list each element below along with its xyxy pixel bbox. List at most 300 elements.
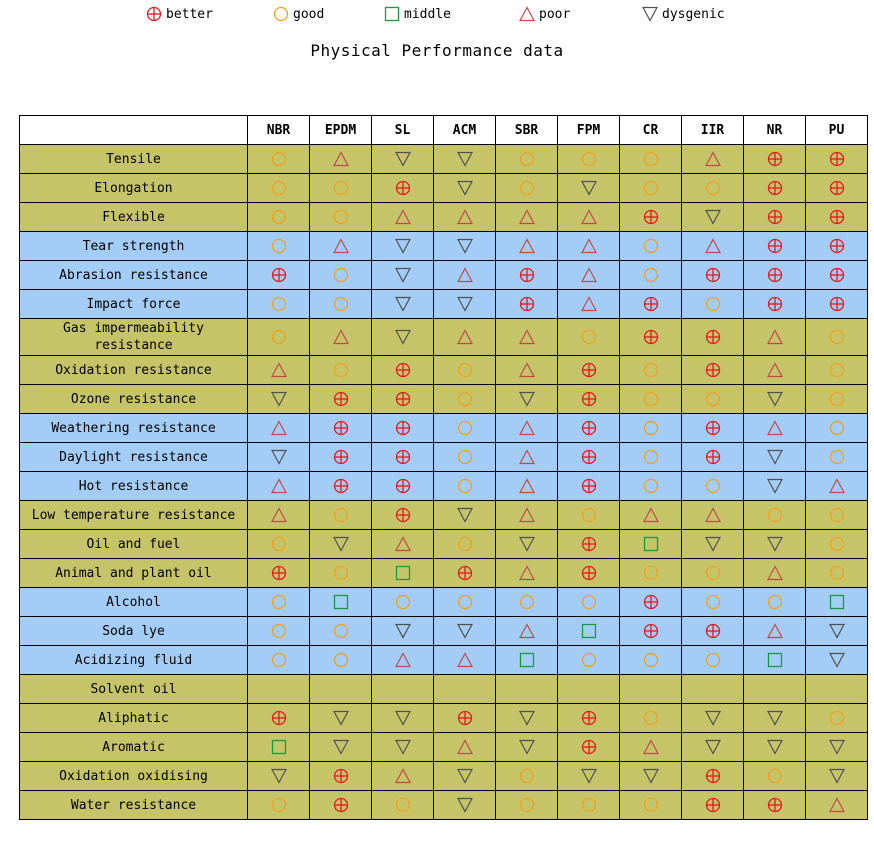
rating-cell-nbr (248, 356, 310, 385)
rating-cell-cr (620, 414, 682, 443)
legend-item-middle (383, 4, 451, 24)
legend-item-good (272, 4, 324, 24)
rating-cell-fpm (558, 356, 620, 385)
rating-cell-sl (372, 530, 434, 559)
better-symbol-icon (394, 361, 412, 379)
better-symbol-icon (642, 328, 660, 346)
rating-cell-epdm (310, 414, 372, 443)
good-symbol-icon (828, 419, 846, 437)
rating-cell-nr (744, 174, 806, 203)
row-label: Water resistance (20, 791, 248, 820)
good-symbol-icon (456, 477, 474, 495)
poor-symbol-icon (642, 738, 660, 756)
dysgenic-symbol-icon (394, 328, 412, 346)
better-symbol-icon (828, 295, 846, 313)
rating-cell-acm (434, 203, 496, 232)
poor-symbol-icon (642, 506, 660, 524)
row-label: Aromatic (20, 733, 248, 762)
good-symbol-icon (642, 709, 660, 727)
table-row (20, 791, 868, 820)
good-symbol-icon (642, 390, 660, 408)
rating-cell-iir (682, 290, 744, 319)
good-symbol-icon (270, 179, 288, 197)
dysgenic-symbol-icon (332, 738, 350, 756)
rating-cell-nr (744, 319, 806, 356)
good-symbol-icon (580, 593, 598, 611)
rating-cell-nbr (248, 203, 310, 232)
good-symbol-icon (766, 767, 784, 785)
good-symbol-icon (272, 5, 290, 23)
rating-cell-sl (372, 290, 434, 319)
poor-symbol-icon (332, 150, 350, 168)
rating-cell-sbr (496, 290, 558, 319)
page-title: Physical Performance data (310, 41, 564, 60)
good-symbol-icon (580, 796, 598, 814)
poor-symbol-icon (580, 237, 598, 255)
good-symbol-icon (456, 593, 474, 611)
good-symbol-icon (394, 796, 412, 814)
good-symbol-icon (580, 328, 598, 346)
rating-cell-nr (744, 559, 806, 588)
dysgenic-symbol-icon (642, 767, 660, 785)
rating-cell-sbr (496, 232, 558, 261)
table-row (20, 646, 868, 675)
rating-cell-fpm (558, 762, 620, 791)
better-symbol-icon (332, 477, 350, 495)
good-symbol-icon (332, 564, 350, 582)
rating-cell-cr (620, 675, 682, 704)
rating-cell-iir (682, 232, 744, 261)
dysgenic-symbol-icon (518, 709, 536, 727)
better-symbol-icon (456, 564, 474, 582)
rating-cell-nbr (248, 559, 310, 588)
better-symbol-icon (642, 593, 660, 611)
rating-cell-nr (744, 145, 806, 174)
table-row (20, 414, 868, 443)
poor-symbol-icon (518, 564, 536, 582)
rating-cell-epdm (310, 791, 372, 820)
rating-cell-epdm (310, 588, 372, 617)
good-symbol-icon (270, 622, 288, 640)
rating-cell-fpm (558, 472, 620, 501)
rating-cell-cr (620, 356, 682, 385)
rating-cell-cr (620, 617, 682, 646)
rating-cell-sl (372, 559, 434, 588)
rating-cell-nr (744, 704, 806, 733)
rating-cell-cr (620, 791, 682, 820)
good-symbol-icon (704, 651, 722, 669)
poor-symbol-icon (518, 237, 536, 255)
good-symbol-icon (642, 179, 660, 197)
good-symbol-icon (456, 361, 474, 379)
column-header-fpm: FPM (558, 116, 620, 145)
rating-cell-iir (682, 414, 744, 443)
dysgenic-symbol-icon (270, 390, 288, 408)
rating-cell-cr (620, 646, 682, 675)
better-symbol-icon (394, 390, 412, 408)
legend-item-dysgenic (641, 4, 725, 24)
rating-cell-nbr (248, 733, 310, 762)
rating-cell-sl (372, 356, 434, 385)
good-symbol-icon (704, 295, 722, 313)
dysgenic-symbol-icon (766, 477, 784, 495)
good-symbol-icon (704, 564, 722, 582)
better-symbol-icon (766, 150, 784, 168)
good-symbol-icon (766, 506, 784, 524)
column-header-epdm: EPDM (310, 116, 372, 145)
rating-cell-epdm (310, 675, 372, 704)
poor-symbol-icon (766, 564, 784, 582)
poor-symbol-icon (580, 295, 598, 313)
rating-cell-acm (434, 290, 496, 319)
rating-cell-iir (682, 501, 744, 530)
rating-cell-cr (620, 588, 682, 617)
good-symbol-icon (642, 150, 660, 168)
rating-cell-iir (682, 174, 744, 203)
dysgenic-symbol-icon (394, 266, 412, 284)
middle-symbol-icon (394, 564, 412, 582)
row-label: Low temperature resistance (20, 501, 248, 530)
rating-cell-nbr (248, 261, 310, 290)
rating-cell-fpm (558, 290, 620, 319)
poor-symbol-icon (704, 150, 722, 168)
good-symbol-icon (456, 419, 474, 437)
better-symbol-icon (580, 361, 598, 379)
rating-cell-cr (620, 174, 682, 203)
rating-cell-sbr (496, 559, 558, 588)
middle-symbol-icon (332, 593, 350, 611)
middle-symbol-icon (270, 738, 288, 756)
rating-cell-sl (372, 174, 434, 203)
dysgenic-symbol-icon (704, 535, 722, 553)
rating-cell-nbr (248, 675, 310, 704)
rating-cell-nr (744, 290, 806, 319)
good-symbol-icon (270, 651, 288, 669)
middle-symbol-icon (642, 535, 660, 553)
good-symbol-icon (270, 796, 288, 814)
table-row (20, 261, 868, 290)
rating-cell-sl (372, 588, 434, 617)
rating-cell-nbr (248, 290, 310, 319)
better-symbol-icon (332, 796, 350, 814)
rating-cell-sl (372, 203, 434, 232)
rating-cell-fpm (558, 174, 620, 203)
rating-cell-nbr (248, 232, 310, 261)
poor-symbol-icon (518, 361, 536, 379)
good-symbol-icon (642, 796, 660, 814)
rating-cell-acm (434, 530, 496, 559)
middle-symbol-icon (518, 651, 536, 669)
better-symbol-icon (518, 295, 536, 313)
rating-cell-iir (682, 559, 744, 588)
header-corner (20, 116, 248, 145)
better-symbol-icon (704, 419, 722, 437)
table-row (20, 530, 868, 559)
row-label: Tensile (20, 145, 248, 174)
better-symbol-icon (270, 709, 288, 727)
rating-cell-cr (620, 319, 682, 356)
rating-cell-pu (806, 443, 868, 472)
row-label: Oxidation resistance (20, 356, 248, 385)
rating-cell-pu (806, 559, 868, 588)
rating-cell-acm (434, 472, 496, 501)
dysgenic-symbol-icon (394, 150, 412, 168)
good-symbol-icon (456, 535, 474, 553)
rating-cell-fpm (558, 646, 620, 675)
better-symbol-icon (332, 448, 350, 466)
rating-cell-cr (620, 762, 682, 791)
poor-symbol-icon (456, 738, 474, 756)
rating-cell-acm (434, 559, 496, 588)
legend-label: better (166, 6, 213, 22)
poor-symbol-icon (704, 237, 722, 255)
table-row (20, 356, 868, 385)
rating-cell-nr (744, 261, 806, 290)
good-symbol-icon (828, 448, 846, 466)
good-symbol-icon (518, 796, 536, 814)
row-label: Abrasion resistance (20, 261, 248, 290)
rating-cell-iir (682, 791, 744, 820)
middle-symbol-icon (383, 5, 401, 23)
dysgenic-symbol-icon (828, 622, 846, 640)
poor-symbol-icon (270, 419, 288, 437)
rating-cell-nr (744, 617, 806, 646)
poor-symbol-icon (332, 328, 350, 346)
rating-cell-nr (744, 646, 806, 675)
table-row (20, 617, 868, 646)
rating-cell-cr (620, 385, 682, 414)
middle-symbol-icon (828, 593, 846, 611)
rating-cell-sbr (496, 443, 558, 472)
rating-cell-sl (372, 145, 434, 174)
rating-cell-sl (372, 414, 434, 443)
rating-cell-nr (744, 501, 806, 530)
row-label: Elongation (20, 174, 248, 203)
dysgenic-symbol-icon (704, 738, 722, 756)
rating-cell-cr (620, 704, 682, 733)
good-symbol-icon (704, 179, 722, 197)
better-symbol-icon (332, 767, 350, 785)
rating-cell-acm (434, 762, 496, 791)
rating-cell-cr (620, 261, 682, 290)
rating-cell-acm (434, 414, 496, 443)
good-symbol-icon (704, 477, 722, 495)
rating-cell-acm (434, 356, 496, 385)
rating-cell-pu (806, 791, 868, 820)
good-symbol-icon (270, 295, 288, 313)
dysgenic-symbol-icon (394, 622, 412, 640)
poor-symbol-icon (456, 651, 474, 669)
poor-symbol-icon (456, 328, 474, 346)
rating-cell-sbr (496, 414, 558, 443)
rating-cell-sbr (496, 646, 558, 675)
rating-cell-cr (620, 733, 682, 762)
good-symbol-icon (270, 593, 288, 611)
rating-cell-pu (806, 588, 868, 617)
dysgenic-symbol-icon (394, 738, 412, 756)
legend-label: dysgenic (662, 6, 725, 22)
dysgenic-symbol-icon (766, 738, 784, 756)
row-label: Acidizing fluid (20, 646, 248, 675)
table-row (20, 443, 868, 472)
column-header-pu: PU (806, 116, 868, 145)
rating-cell-sbr (496, 762, 558, 791)
poor-symbol-icon (394, 767, 412, 785)
dysgenic-symbol-icon (456, 179, 474, 197)
good-symbol-icon (828, 390, 846, 408)
rating-cell-cr (620, 472, 682, 501)
dysgenic-symbol-icon (394, 295, 412, 313)
rating-cell-sbr (496, 501, 558, 530)
good-symbol-icon (642, 419, 660, 437)
good-symbol-icon (332, 651, 350, 669)
rating-cell-fpm (558, 385, 620, 414)
legend-item-poor (518, 4, 570, 24)
better-symbol-icon (704, 448, 722, 466)
rating-cell-epdm (310, 145, 372, 174)
dysgenic-symbol-icon (456, 767, 474, 785)
good-symbol-icon (332, 361, 350, 379)
rating-cell-fpm (558, 559, 620, 588)
rating-cell-nbr (248, 588, 310, 617)
rating-cell-nbr (248, 530, 310, 559)
poor-symbol-icon (828, 477, 846, 495)
row-label: Oil and fuel (20, 530, 248, 559)
rating-cell-acm (434, 675, 496, 704)
rating-cell-fpm (558, 414, 620, 443)
rating-cell-acm (434, 261, 496, 290)
good-symbol-icon (518, 150, 536, 168)
rating-cell-iir (682, 261, 744, 290)
better-symbol-icon (394, 448, 412, 466)
rating-cell-cr (620, 501, 682, 530)
better-symbol-icon (704, 361, 722, 379)
table-row (20, 203, 868, 232)
dysgenic-symbol-icon (766, 390, 784, 408)
rating-cell-iir (682, 385, 744, 414)
good-symbol-icon (270, 237, 288, 255)
better-symbol-icon (394, 419, 412, 437)
rating-cell-fpm (558, 501, 620, 530)
rating-cell-fpm (558, 530, 620, 559)
rating-cell-iir (682, 356, 744, 385)
good-symbol-icon (828, 535, 846, 553)
rating-cell-nbr (248, 501, 310, 530)
rating-cell-pu (806, 530, 868, 559)
rating-cell-sl (372, 675, 434, 704)
good-symbol-icon (270, 328, 288, 346)
dysgenic-symbol-icon (332, 535, 350, 553)
rating-cell-iir (682, 443, 744, 472)
row-label: Gas impermeability resistance (20, 319, 248, 356)
better-symbol-icon (704, 328, 722, 346)
rating-cell-iir (682, 675, 744, 704)
rating-cell-acm (434, 385, 496, 414)
rating-cell-nbr (248, 145, 310, 174)
table-row (20, 501, 868, 530)
rating-cell-nbr (248, 762, 310, 791)
column-header-cr: CR (620, 116, 682, 145)
rating-cell-nr (744, 414, 806, 443)
rating-cell-iir (682, 145, 744, 174)
rating-cell-sbr (496, 145, 558, 174)
rating-cell-iir (682, 704, 744, 733)
rating-cell-nr (744, 385, 806, 414)
rating-cell-nbr (248, 791, 310, 820)
better-symbol-icon (828, 266, 846, 284)
better-symbol-icon (270, 564, 288, 582)
legend-label: middle (404, 6, 451, 22)
table-row (20, 145, 868, 174)
rating-cell-sbr (496, 733, 558, 762)
rating-cell-nr (744, 203, 806, 232)
rating-cell-epdm (310, 356, 372, 385)
rating-cell-nr (744, 791, 806, 820)
rating-cell-cr (620, 290, 682, 319)
better-symbol-icon (766, 266, 784, 284)
rating-cell-sl (372, 733, 434, 762)
dysgenic-symbol-icon (456, 622, 474, 640)
rating-cell-cr (620, 203, 682, 232)
poor-symbol-icon (394, 208, 412, 226)
rating-cell-nr (744, 530, 806, 559)
good-symbol-icon (456, 448, 474, 466)
rating-cell-pu (806, 646, 868, 675)
rating-cell-acm (434, 501, 496, 530)
table-row (20, 174, 868, 203)
better-symbol-icon (580, 448, 598, 466)
rating-cell-epdm (310, 174, 372, 203)
better-symbol-icon (704, 266, 722, 284)
good-symbol-icon (518, 179, 536, 197)
better-symbol-icon (394, 477, 412, 495)
better-symbol-icon (642, 208, 660, 226)
rating-cell-nr (744, 733, 806, 762)
table-row (20, 559, 868, 588)
better-symbol-icon (580, 390, 598, 408)
better-symbol-icon (580, 419, 598, 437)
rating-cell-pu (806, 319, 868, 356)
good-symbol-icon (580, 506, 598, 524)
rating-cell-pu (806, 290, 868, 319)
rating-cell-epdm (310, 530, 372, 559)
good-symbol-icon (642, 266, 660, 284)
row-label: Hot resistance (20, 472, 248, 501)
rating-cell-pu (806, 675, 868, 704)
good-symbol-icon (642, 237, 660, 255)
poor-symbol-icon (270, 506, 288, 524)
row-label: Alcohol (20, 588, 248, 617)
poor-symbol-icon (766, 328, 784, 346)
rating-cell-epdm (310, 319, 372, 356)
row-label: Soda lye (20, 617, 248, 646)
rating-cell-sbr (496, 530, 558, 559)
rating-cell-pu (806, 232, 868, 261)
good-symbol-icon (394, 593, 412, 611)
dysgenic-symbol-icon (828, 767, 846, 785)
rating-cell-acm (434, 174, 496, 203)
table-row (20, 232, 868, 261)
dysgenic-symbol-icon (394, 237, 412, 255)
rating-cell-sl (372, 472, 434, 501)
good-symbol-icon (704, 390, 722, 408)
better-symbol-icon (828, 179, 846, 197)
rating-cell-nbr (248, 704, 310, 733)
column-header-sbr: SBR (496, 116, 558, 145)
rating-cell-nr (744, 232, 806, 261)
good-symbol-icon (828, 328, 846, 346)
column-header-sl: SL (372, 116, 434, 145)
